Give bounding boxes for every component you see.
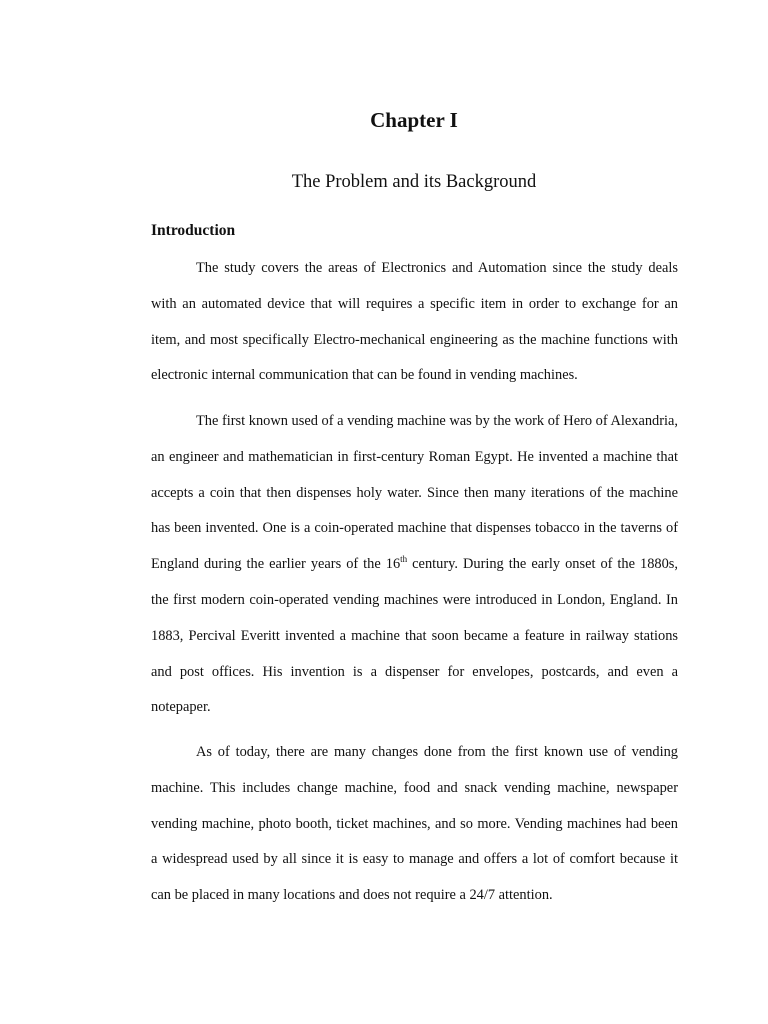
paragraph-2 [151, 404, 678, 726]
chapter-subtitle: The Problem and its Background [291, 172, 537, 192]
paragraph-3: As of today, there are many changes done from the first known use of vending machine. This includes change machine, food and snack vending machine, newspaper vending machine, photo booth, ticket machines, and so more. Vending machines had been a widespread used by all since it is easy to manage and offers a lot of comfort because it can be placed in many locations and does not require a 24/7 attention. [151, 744, 678, 904]
chapter-title: Chapter I [370, 108, 458, 132]
paragraph-1: The study covers the areas of Electronics and Automation since the study deals with an automated device that will requires a specific item in order to exchange for an item, and most specifically Electro-mechanical engineering as the machine functions with electronic internal communication that can be found in vending machines. [151, 260, 678, 384]
paragraph-2-text-part-1: The first known used of a vending machine was by the work of Hero of Alexandria, an engineer and mathematician in first-century Roman Egypt. He invented a machine that accepts a coin that then dispenses holy water. Since then many iterations of the machine has been invented. One is a coin-operated machine that dispenses tobacco in the taverns of England during the earlier years of the 16 [151, 413, 678, 573]
ordinal-superscript: th [400, 554, 408, 565]
paragraph-2-text-part-2: century. During the early onset of the 1880s, the first modern coin-operated vending machines were introduced in London, England. In 1883, Percival Everitt invented a machine that soon became a feature in railway stations and post offices. His invention is a dispenser for envelopes, postcards, and even a notepaper. [151, 556, 678, 716]
section-heading-introduction: Introduction [151, 222, 236, 239]
